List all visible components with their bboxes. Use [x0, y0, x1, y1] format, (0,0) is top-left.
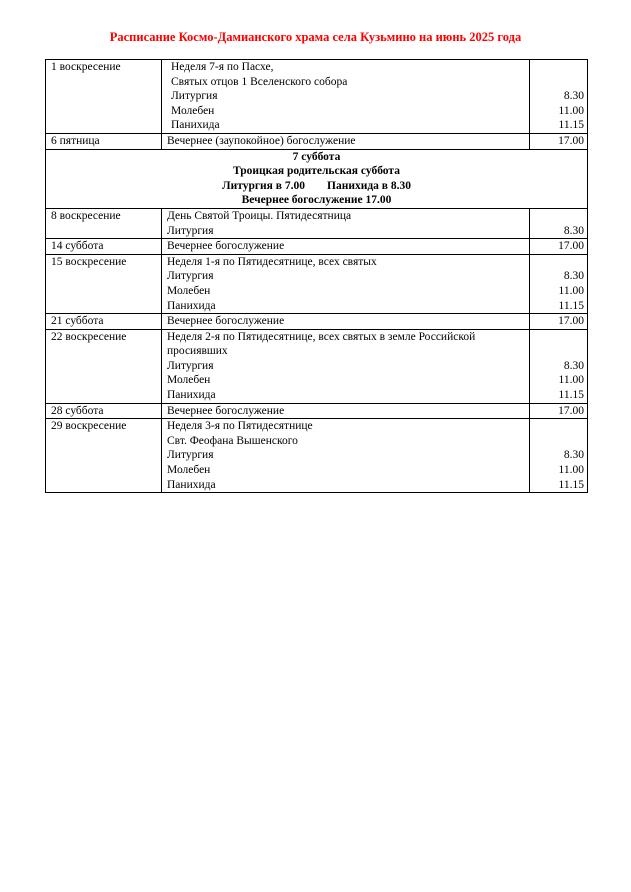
service-name: Литургия	[167, 359, 214, 372]
service-time: 11.00	[558, 284, 584, 297]
service-name: Молебен	[167, 464, 211, 477]
service-name: Молебен	[167, 284, 211, 297]
day-label: 28 суббота	[51, 404, 104, 417]
feast-title: День Святой Троицы. Пятидесятница	[167, 209, 352, 222]
day-cell	[46, 239, 162, 255]
day-label: 1 воскресение	[51, 61, 121, 73]
service-name: Панихида	[171, 119, 220, 132]
time-cell	[530, 329, 588, 403]
schedule-row	[46, 254, 588, 313]
service-time: 11.15	[558, 299, 584, 312]
feast-subtitle: Свт. Феофана Вышенского	[167, 434, 298, 447]
special-day-label: 7 суббота	[292, 150, 341, 163]
service-name: Панихида	[167, 389, 216, 402]
service-cell	[162, 403, 530, 419]
service-time: 11.00	[558, 464, 584, 477]
service-cell	[162, 60, 530, 134]
document-title: Расписание Космо-Дамианского храма села Кузьмино на июнь 2025 года	[109, 30, 522, 44]
time-cell	[530, 314, 588, 330]
schedule-row	[46, 329, 588, 403]
feast-title: Неделя 7-я по Пасхе,	[171, 61, 274, 73]
service-time: 11.00	[558, 374, 584, 387]
service-cell	[162, 208, 530, 238]
schedule-row-special	[46, 149, 588, 208]
panikhida-time: Панихида в 8.30	[327, 179, 411, 192]
time-cell	[530, 403, 588, 419]
service-time: 17.00	[558, 240, 584, 253]
time-cell	[530, 239, 588, 255]
day-label: 6 пятница	[51, 134, 100, 147]
time-cell	[530, 133, 588, 149]
service-name: Литургия	[167, 449, 214, 462]
service-time: 11.00	[558, 104, 584, 117]
liturgy-time: Литургия в 7.00	[222, 179, 305, 192]
day-label: 14 суббота	[51, 240, 104, 253]
day-label: 29 воскресение	[51, 420, 127, 433]
feast-subtitle: Святых отцов 1 Вселенского собора	[171, 75, 348, 88]
service-name: Молебен	[171, 104, 215, 117]
day-cell	[46, 314, 162, 330]
schedule-row	[46, 419, 588, 493]
service-time: 8.30	[563, 270, 584, 283]
service-name: Панихида	[167, 478, 216, 491]
special-day-vespers: Вечернее богослужение 17.00	[241, 194, 392, 207]
special-day-title: Троицкая родительская суббота	[233, 165, 400, 178]
service-name: Литургия	[167, 270, 214, 283]
day-cell	[46, 403, 162, 419]
service-cell	[162, 254, 530, 313]
day-cell	[46, 329, 162, 403]
service-cell	[162, 239, 530, 255]
service-time: 17.00	[558, 404, 584, 417]
service-time: 8.30	[563, 90, 584, 103]
schedule-row	[46, 403, 588, 419]
day-cell	[46, 208, 162, 238]
service-time: 17.00	[558, 134, 584, 147]
day-label: 21 суббота	[51, 315, 104, 328]
service-name: Вечернее богослужение	[167, 240, 285, 253]
schedule-row	[46, 314, 588, 330]
special-day-cell	[46, 149, 588, 208]
service-time: 11.15	[558, 389, 584, 402]
schedule-row	[46, 60, 588, 134]
time-cell	[530, 254, 588, 313]
time-cell	[530, 60, 588, 134]
service-time: 8.30	[563, 449, 584, 462]
feast-title: Неделя 2-я по Пятидесятнице, всех святых в земле Российской просиявших	[167, 330, 476, 358]
service-time: 8.30	[563, 359, 584, 372]
service-time: 11.15	[558, 478, 584, 491]
service-cell	[162, 314, 530, 330]
day-cell	[46, 419, 162, 493]
day-cell	[46, 133, 162, 149]
time-cell	[530, 208, 588, 238]
service-name: Вечернее (заупокойное) богослужение	[167, 134, 356, 147]
day-label: 15 воскресение	[51, 255, 127, 268]
day-label: 22 воскресение	[51, 330, 127, 343]
feast-title: Неделя 3-я по Пятидесятнице	[167, 420, 313, 433]
schedule-table	[45, 59, 588, 493]
service-name: Молебен	[167, 374, 211, 387]
service-cell	[162, 419, 530, 493]
service-cell	[162, 133, 530, 149]
service-name: Вечернее богослужение	[167, 404, 285, 417]
day-cell	[46, 60, 162, 134]
schedule-row	[46, 239, 588, 255]
day-cell	[46, 254, 162, 313]
day-label: 8 воскресение	[51, 209, 121, 222]
feast-title: Неделя 1-я по Пятидесятнице, всех святых	[167, 255, 377, 268]
time-cell	[530, 419, 588, 493]
service-cell	[162, 329, 530, 403]
service-time: 17.00	[558, 315, 584, 328]
schedule-row	[46, 133, 588, 149]
service-time: 8.30	[563, 224, 584, 237]
service-name: Литургия	[171, 90, 218, 103]
schedule-row	[46, 208, 588, 238]
service-time: 11.15	[558, 119, 584, 132]
service-name: Литургия	[167, 224, 214, 237]
service-name: Панихида	[167, 299, 216, 312]
service-name: Вечернее богослужение	[167, 315, 285, 328]
special-day-services	[46, 179, 587, 194]
